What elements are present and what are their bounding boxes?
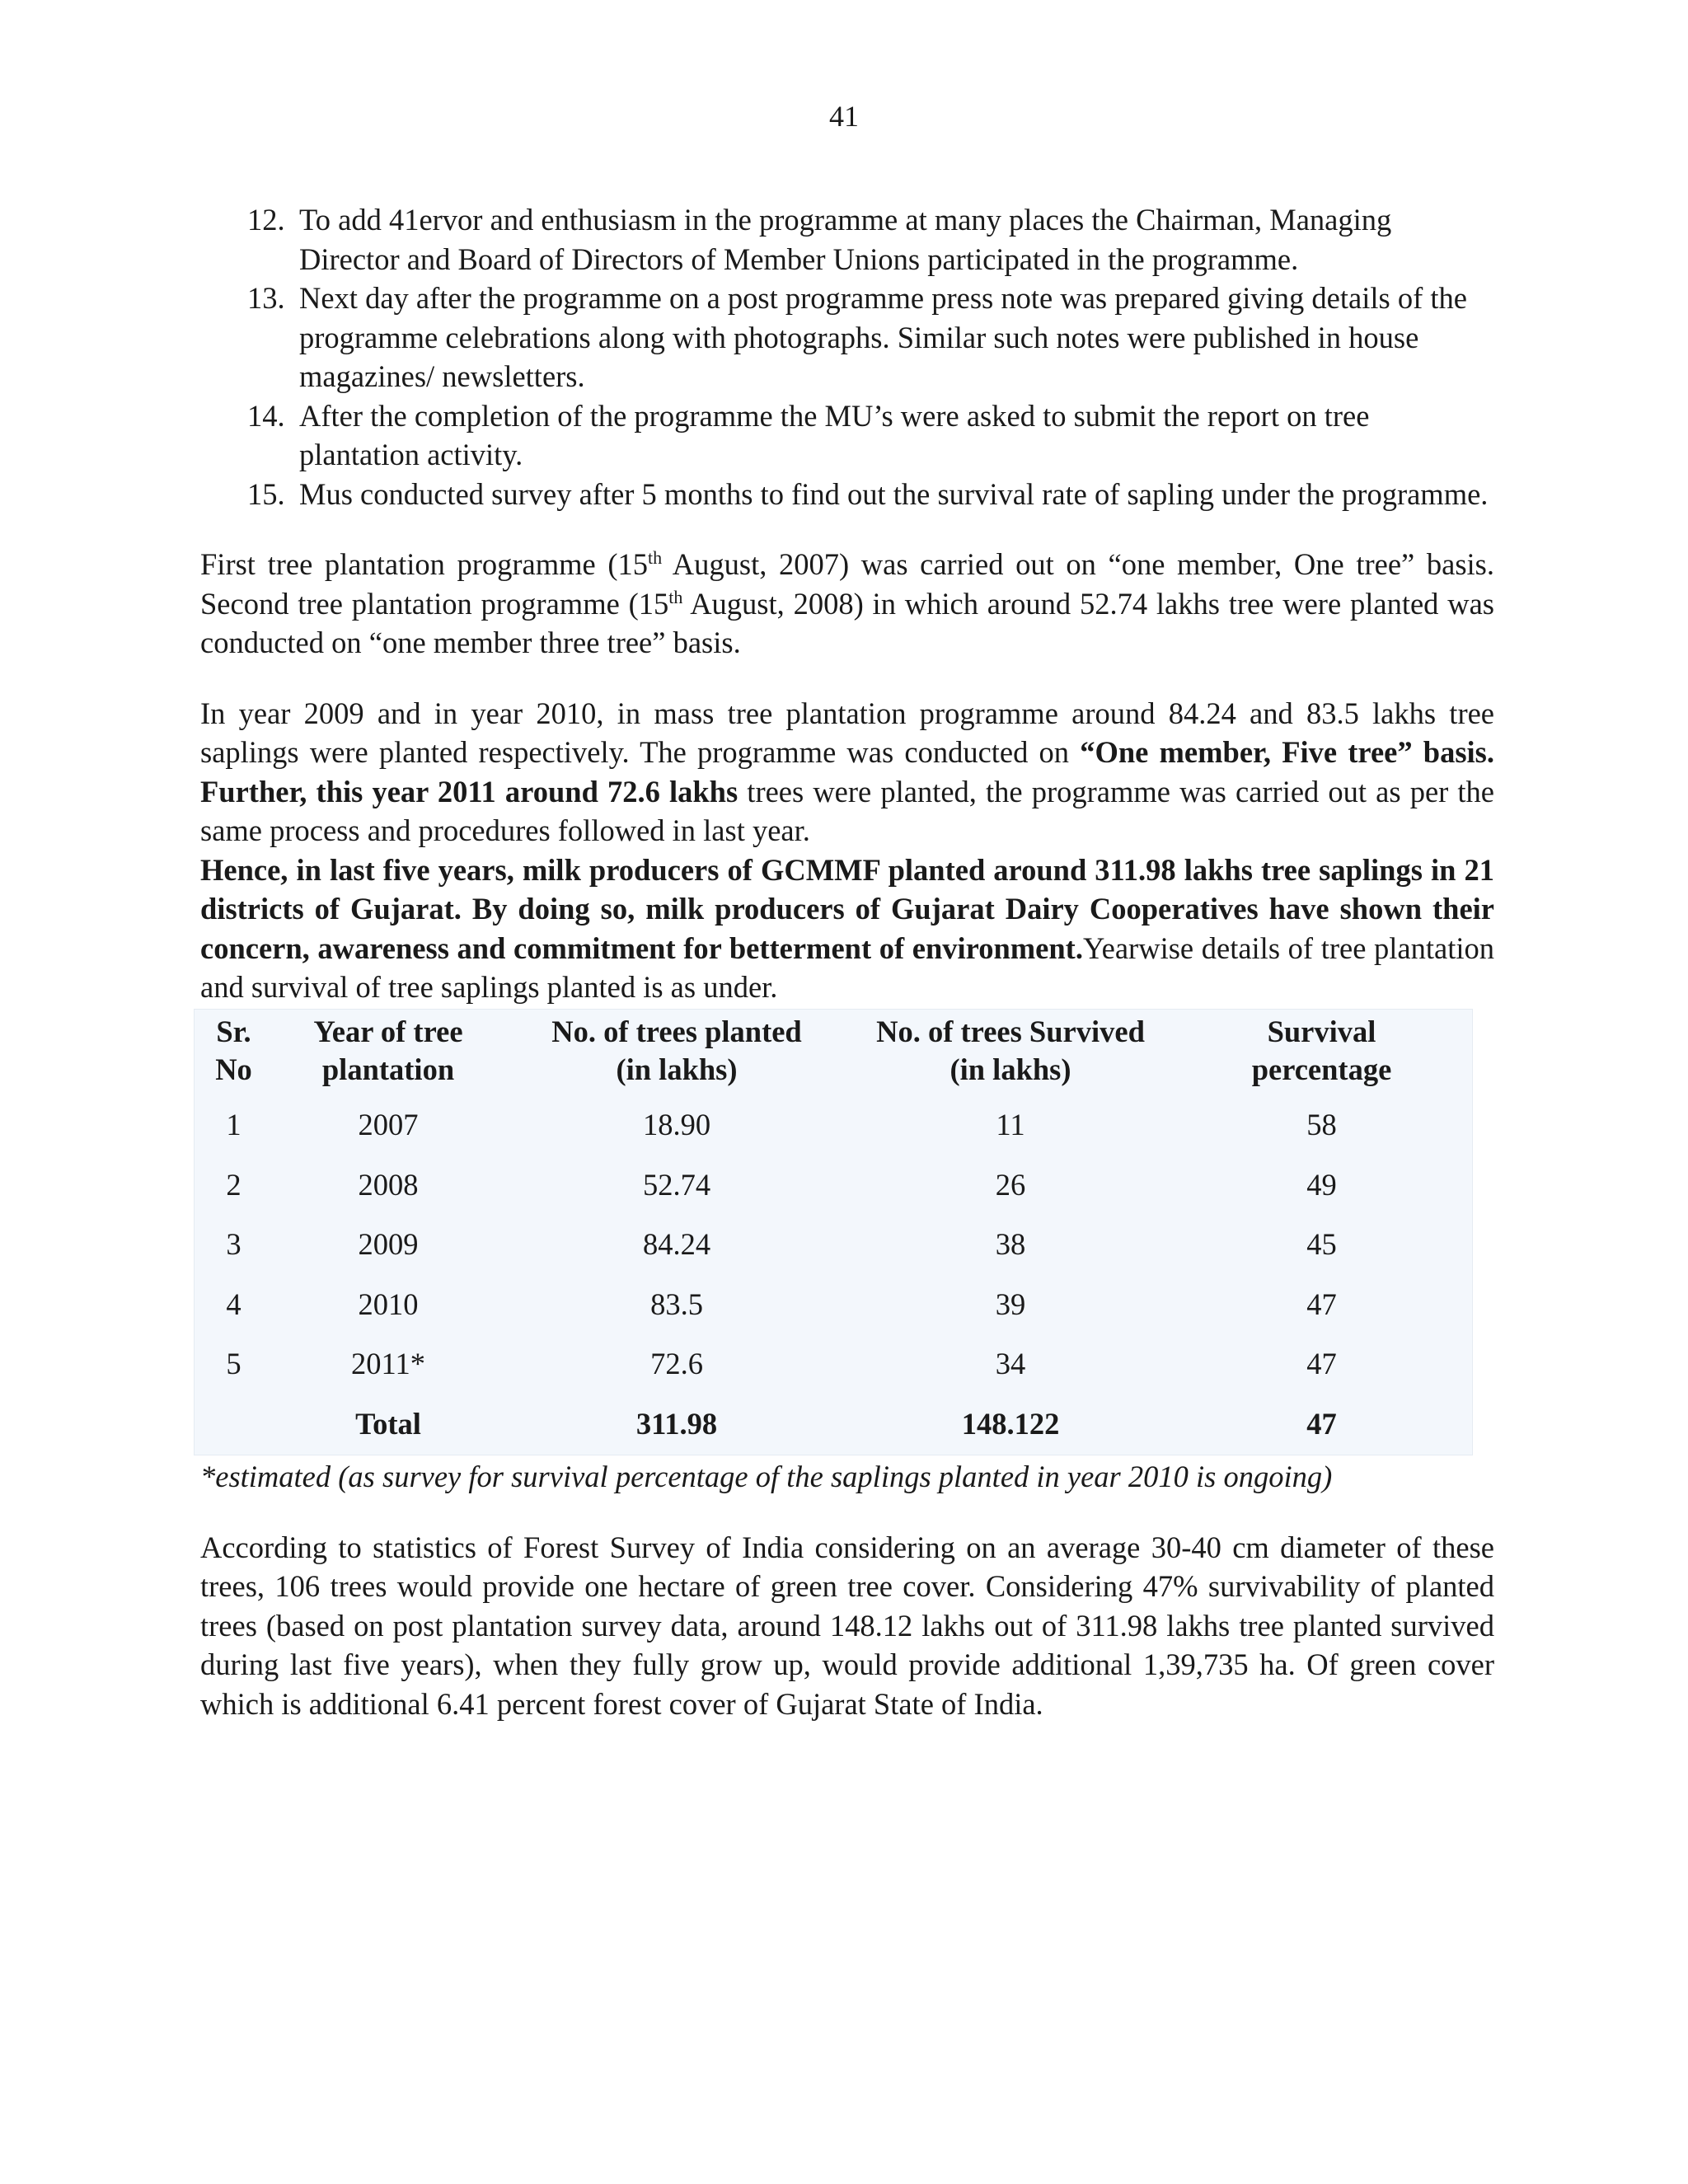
table-cell: 5 [226, 1347, 241, 1380]
table-cell: 2011* [351, 1347, 425, 1380]
text-run: Yearwise details of tree plantation and survival of tree saplings planted is as under. [200, 930, 1494, 1004]
table-cell: 34 [995, 1347, 1026, 1380]
total-survival-percentage: 47 [1306, 1407, 1337, 1441]
table-cell: 49 [1306, 1167, 1337, 1202]
table-cell: 2010 [358, 1286, 419, 1321]
table-cell: 52.74 [642, 1167, 711, 1202]
page-number: 41 [829, 100, 859, 133]
list-item-number: 13. [247, 281, 285, 315]
superscript: th [648, 546, 663, 568]
document-body [200, 200, 1494, 1723]
column-header-trees-planted: No. of trees planted (in lakhs) [551, 1014, 802, 1086]
column-header-year: Year of tree plantation [313, 1014, 463, 1086]
list-item [247, 396, 1494, 475]
paragraph-mass-plantation [200, 694, 1494, 1007]
text-run: trees were planted, the programme was carried out as per the same process and procedures followed in last year. [200, 774, 1495, 847]
table-cell: 84.24 [642, 1227, 711, 1261]
column-header-trees-survived: No. of trees Survived (in lakhs) [876, 1014, 1145, 1086]
table-cell: 39 [995, 1286, 1026, 1321]
table-row [195, 1215, 1472, 1275]
table-cell: 45 [1306, 1227, 1337, 1261]
table-cell: 58 [1306, 1108, 1337, 1141]
superscript: th [668, 586, 683, 607]
numbered-list [247, 200, 1494, 513]
table-cell: 2 [226, 1167, 241, 1202]
table-cell: 1 [226, 1108, 241, 1141]
table-cell: 3 [226, 1227, 241, 1261]
total-trees-survived: 148.122 [961, 1407, 1060, 1441]
table-cell: 2007 [358, 1108, 419, 1141]
bold-text-run: “One member, Five tree” basis. Further, this year 2011 around 72.6 lakhs [200, 735, 1494, 808]
column-header-survival-percentage: Survival percentage [1251, 1014, 1392, 1086]
list-item-text: After the completion of the programme the MU’s were asked to submit the report on tree plantation activity. [299, 398, 1370, 471]
bold-text-run: Hence, in last five years, milk producers of GCMMF planted around 311.98 lakhs tree saplings in 21 districts of Gujarat. By doing so, milk producers of Gujarat Dairy Cooperatives have shown their concern, awareness and commitment for betterment of environment. [200, 852, 1494, 965]
table-row [195, 1334, 1472, 1394]
table-cell: 18.90 [642, 1108, 711, 1141]
list-item [247, 200, 1494, 279]
table-cell: 72.6 [650, 1347, 703, 1380]
table-cell [195, 1394, 273, 1455]
plantation-table [195, 1010, 1472, 1455]
table-cell: 2008 [358, 1167, 419, 1202]
total-label: Total [355, 1407, 421, 1441]
list-item-text: Mus conducted survey after 5 months to find out the survival rate of sapling under the programme. [299, 476, 1489, 511]
text-run: August, 2008) in which around 52.74 lakhs tree were planted was conducted on “one member three tree” basis. [200, 586, 1494, 659]
table-cell: 83.5 [650, 1286, 703, 1321]
table-header-row [195, 1010, 1472, 1095]
table-cell: 26 [995, 1167, 1026, 1202]
table-cell: 4 [226, 1286, 241, 1321]
plantation-table-container [194, 1009, 1473, 1456]
list-item [247, 475, 1494, 514]
list-item-number: 12. [247, 203, 285, 237]
table-cell: 2009 [358, 1227, 419, 1261]
list-item-text: To add 41ervor and enthusiasm in the programme at many places the Chairman, Managing Director and Board of Directors of Member Unions participated in the programme. [299, 203, 1392, 276]
table-footnote: *estimated (as survey for survival percentage of the saplings planted in year 2010 is ongoing) [200, 1460, 1333, 1493]
list-item [247, 279, 1494, 396]
total-trees-planted: 311.98 [635, 1407, 718, 1441]
table-cell: 47 [1306, 1347, 1337, 1380]
text-run: In year 2009 and in year 2010, in mass tree plantation programme around 84.24 and 83.5 lakhs tree saplings were planted respectively. The programme was conducted on [200, 696, 1494, 769]
table-row [195, 1095, 1472, 1155]
table-cell: 38 [995, 1227, 1026, 1261]
list-item-text: Next day after the programme on a post programme press note was prepared giving details of the programme celebrations along with photographs. Similar such notes were published in house magazines/ newsletters. [299, 281, 1467, 393]
text-run: First tree plantation programme (15 [200, 547, 649, 581]
table-total-row [195, 1394, 1472, 1455]
table-cell: 47 [1306, 1286, 1337, 1321]
table-row [195, 1155, 1472, 1215]
list-item-number: 15. [247, 476, 285, 511]
table-row [195, 1274, 1472, 1334]
text-run: August, 2007) was carried out on “one member, One tree” basis. Second tree plantation programme (15 [200, 547, 1494, 621]
paragraph-forest-cover: According to statistics of Forest Survey of India considering on an average 30-40 cm diameter of these trees, 106 trees would provide one hectare of green tree cover. Considering 47% survivability of planted trees (based on post plantation survey data, around 148.12 lakhs out of 311.98 lakhs tree planted survived during last five years), when they fully grow up, would provide additional 1,39,735 ha. Of green cover which is additional 6.41 percent forest cover of Gujarat State of India. [200, 1530, 1494, 1721]
paragraph-plantation-history [200, 545, 1494, 663]
table-cell: 11 [996, 1108, 1025, 1141]
column-header-sr-no: Sr. No [215, 1014, 252, 1086]
list-item-number: 14. [247, 398, 285, 433]
